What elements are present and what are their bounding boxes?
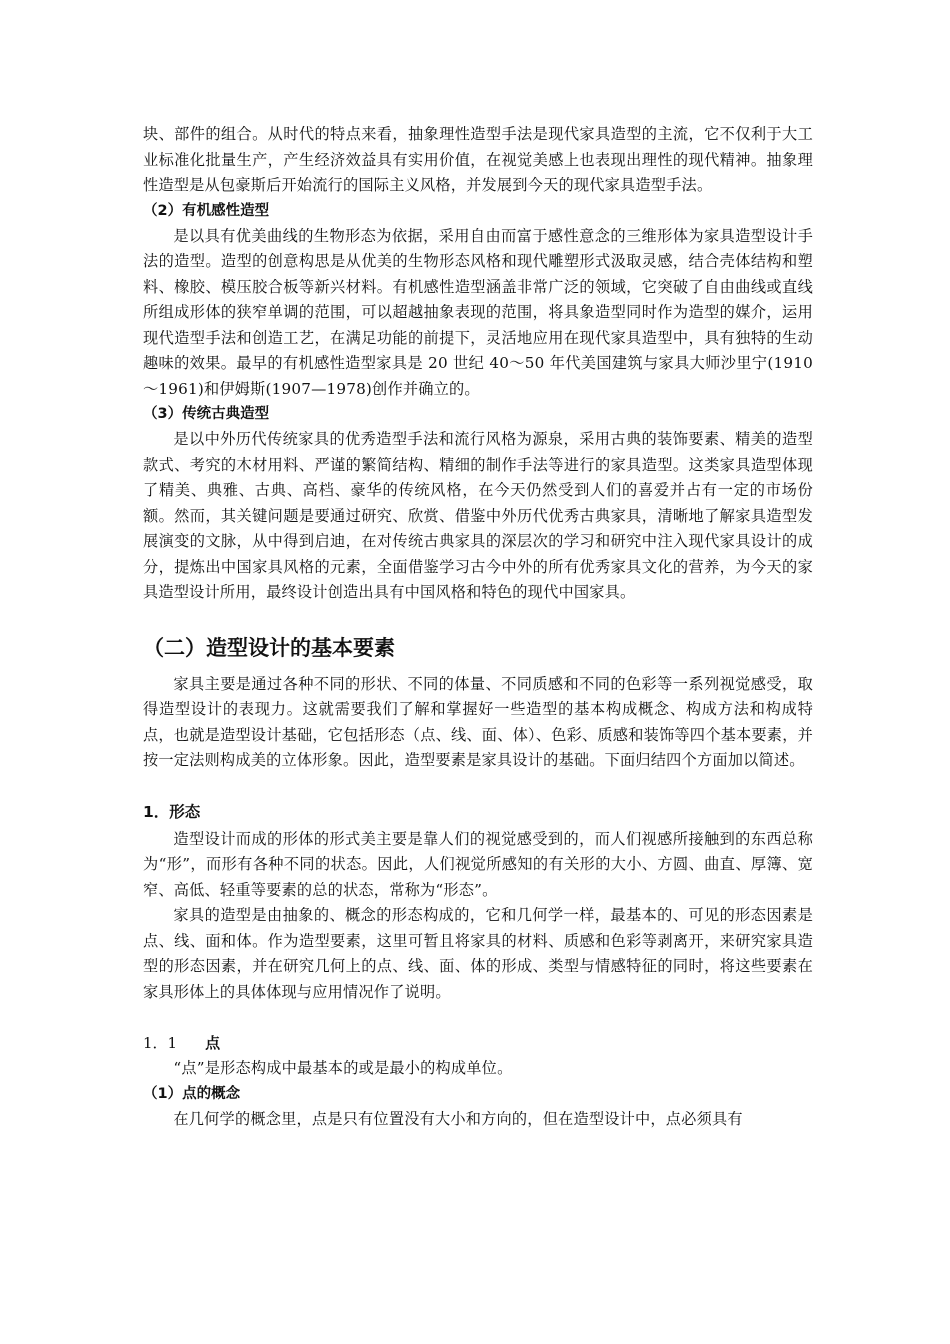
- intro-paragraph: 块、部件的组合。从时代的特点来看，抽象理性造型手法是现代家具造型的主流，它不仅利于大工业标准化批量生产，产生经济效益具有实用价值，在视觉美感上也表现出理性的现代精神。抽象理性造型是从包豪斯后开始流行的国际主义风格，并发展到今天的现代家具造型手法。: [143, 125, 813, 194]
- point-concept-paragraph: 在几何学的概念里，点是只有位置没有大小和方向的，但在造型设计中，点必须具有: [173, 1109, 743, 1128]
- basic-elements-paragraph: 家具主要是通过各种不同的形状、不同的体量、不同质感和不同的色彩等一系列视觉感受，取得造型设计的表现力。这就需要我们了解和掌握好一些造型的基本构成概念、构成方法和构成特点，也就是造型设计基础，它包括形态（点、线、面、体）、色彩、质感和装饰等四个基本要素，并按一定法则构成美的立体形象。因此，造型要素是家具设计的基础。下面归结四个方面加以简述。: [143, 674, 813, 769]
- form-heading: 1．形态: [143, 802, 201, 821]
- organic-form-heading: （2）有机感性造型: [143, 202, 270, 219]
- section-heading-basic-elements: （二）造型设计的基本要素: [143, 635, 395, 660]
- point-heading-label: 点: [205, 1034, 221, 1052]
- point-heading-number: 1．1: [143, 1034, 178, 1052]
- point-definition-paragraph: “点”是形态构成中最基本的或是最小的构成单位。: [173, 1059, 513, 1077]
- form-paragraph-2: 家具的造型是由抽象的、概念的形态构成的，它和几何学一样，最基本的、可见的形态因素是点、线、面和体。作为造型要素，这里可暂且将家具的材料、质感和色彩等剥离开，来研究家具造型的形态因素，并在研究几何上的点、线、面、体的形成、类型与情感特征的同时，将这些要素在家具形体上的具体体现与应用情况作了说明。: [143, 906, 813, 1001]
- form-paragraph-1: 造型设计而成的形体的形式美主要是靠人们的视觉感受到的，而人们视感所接触到的东西总称为“形”，而形有各种不同的状态。因此，人们视觉所感知的有关形的大小、方圆、曲直、厚簿、宽窄、高低、轻重等要素的总的状态，常称为“形态”。: [143, 829, 813, 899]
- document-page: [143, 122, 813, 1132]
- point-heading: [143, 1031, 813, 1056]
- classical-form-heading: （3）传统古典造型: [143, 406, 270, 422]
- organic-form-paragraph: 是以具有优美曲线的生物形态为依据，采用自由而富于感性意念的三维形体为家具造型设计手法的造型。造型的创意构思是从优美的生物形态风格和现代雕塑形式汲取灵感，结合壳体结构和塑料、橡胶、模压胶合板等新兴材料。有机感性造型涵盖非常广泛的领域，它突破了自由曲线或直线所组成形体的狭窄单调的范围，可以超越抽象表现的范围，将具象造型同时作为造型的媒介，运用现代造型手法和创造工艺，在满足功能的前提下，灵活地应用在现代家具造型中，具有独特的生动趣味的效果。最早的有机感性造型家具是 20 世纪 40～50 年代美国建筑与家具大师沙里宁(1910 ～1961)和伊姆斯(1907—1978)创作并确立的。: [143, 226, 813, 398]
- classical-form-paragraph: 是以中外历代传统家具的优秀造型手法和流行风格为源泉，采用古典的装饰要素、精美的造型款式、考究的木材用料、严谨的繁简结构、精细的制作手法等进行的家具造型。这类家具造型体现了精美、典雅、古典、高档、豪华的传统风格，在今天仍然受到人们的喜爱并占有一定的市场份额。然而，其关键问题是要通过研究、欣赏、借鉴中外历代优秀古典家具，清晰地了解家具造型发展演变的文脉，从中得到启迪，在对传统古典家具的深层次的学习和研究中注入现代家具设计的成分，提炼出中国家具风格的元素，全面借鉴学习古今中外的所有优秀家具文化的营养，为今天的家具造型设计所用，最终设计创造出具有中国风格和特色的现代中国家具。: [143, 430, 813, 601]
- point-concept-heading: （1）点的概念: [143, 1085, 241, 1102]
